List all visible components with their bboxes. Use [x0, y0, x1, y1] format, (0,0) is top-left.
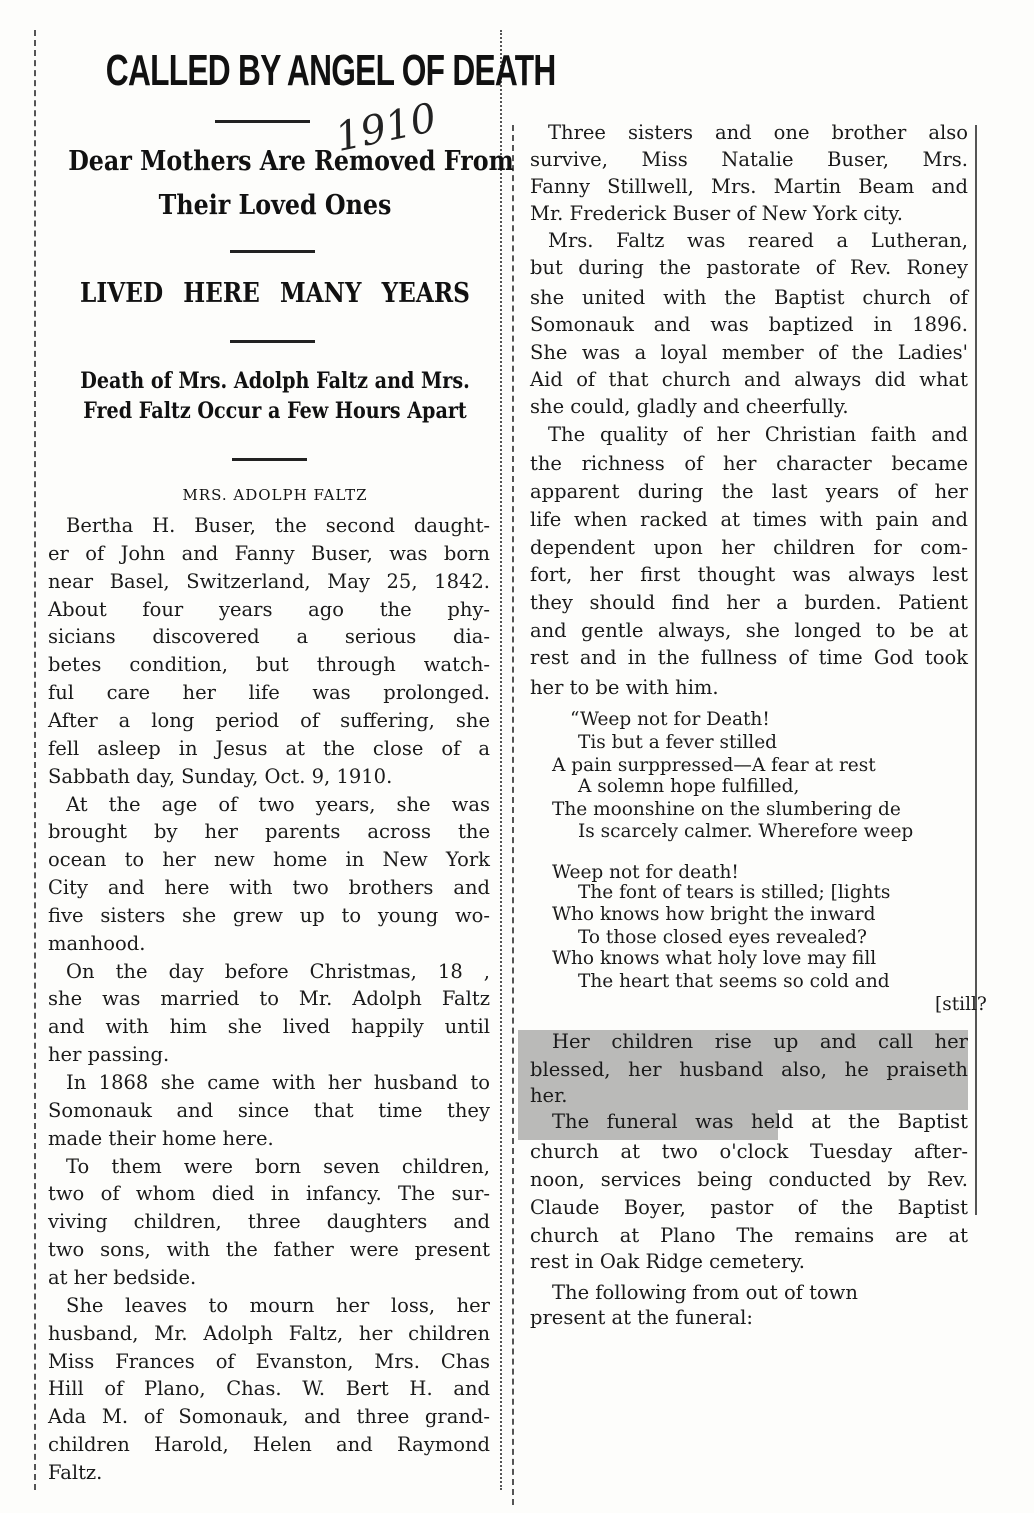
text-line: children Harold, Helen and Raymond	[48, 1433, 490, 1457]
text-line: the richness of her character became	[530, 452, 968, 475]
text-line: Sabbath day, Sunday, Oct. 9, 1910.	[48, 764, 393, 788]
text-line: she could, gladly and cheerfully.	[530, 395, 849, 418]
text-line: City and here with two brothers and	[48, 876, 490, 900]
divider-rule	[215, 120, 310, 123]
text-line: Bertha H. Buser, the second daught-	[66, 514, 490, 537]
text-line: present at the funeral:	[530, 1306, 753, 1329]
text-line: Claude Boyer, pastor of the Baptist	[530, 1196, 968, 1219]
text-line: at her bedside.	[48, 1265, 197, 1289]
text-line: betes condition, but through watch-	[48, 653, 490, 677]
text-line: Hill of Plano, Chas. W. Bert H. and	[48, 1377, 490, 1401]
clipping-edge-right	[975, 125, 977, 1215]
text-line: blessed, her husband also, he praiseth	[530, 1058, 968, 1081]
text-line: Faltz.	[48, 1460, 103, 1484]
column-divider	[500, 30, 502, 1490]
text-line: apparent during the last years of her	[530, 480, 968, 503]
text-line: ocean to her new home in New York	[48, 848, 490, 872]
text-line: made their home here.	[48, 1126, 274, 1150]
text-line: After a long period of suffering, she	[48, 708, 490, 732]
text-line: The funeral was held at the Baptist	[552, 1110, 968, 1133]
text-line: viving children, three daughters and	[48, 1210, 490, 1234]
divider-rule	[230, 250, 315, 253]
text-line: husband, Mr. Adolph Faltz, her children	[48, 1321, 490, 1345]
text-line: Who knows what holy love may fill	[552, 948, 877, 969]
text-line: noon, services being conducted by Rev.	[530, 1168, 968, 1191]
text-line: two sons, with the father were present	[48, 1238, 490, 1262]
text-line: Somonauk and since that time they	[48, 1098, 490, 1122]
text-line: survive, Miss Natalie Buser, Mrs.	[530, 148, 968, 171]
text-line: Somonauk and was baptized in 1896.	[530, 313, 968, 336]
text-line: they should find her a burden. Patient	[530, 591, 968, 614]
text-line: Fanny Stillwell, Mrs. Martin Beam and	[530, 175, 968, 198]
clipping-edge-right-column	[512, 125, 514, 1505]
divider-rule	[230, 340, 315, 343]
text-line: her to be with him.	[530, 676, 719, 699]
text-line: At the age of two years, she was	[66, 792, 490, 816]
text-line: Tis but a fever stilled	[578, 732, 778, 753]
deck-line: Fred Faltz Occur a Few Hours Apart	[83, 398, 467, 424]
text-line: near Basel, Switzerland, May 25, 1842.	[48, 569, 490, 593]
text-line: The quality of her Christian faith and	[548, 423, 968, 446]
text-line: life when racked at times with pain and	[530, 508, 968, 531]
text-line: Her children rise up and call her	[552, 1030, 968, 1053]
text-line: She was a loyal member of the Ladies'	[530, 341, 968, 364]
text-line: Who knows how bright the inward	[552, 904, 876, 925]
text-line: er of John and Fanny Buser, was born	[48, 541, 490, 565]
text-line: The moonshine on the slumbering de	[552, 799, 901, 820]
text-line: To them were born seven children,	[66, 1154, 490, 1178]
subhead: MRS. ADOLPH FALTZ	[182, 486, 368, 504]
text-line: two of whom died in infancy. The sur-	[48, 1182, 490, 1206]
text-line: her passing.	[48, 1043, 170, 1067]
text-line: Ada M. of Somonauk, and three grand-	[48, 1405, 490, 1429]
text-line: dependent upon her children for com-	[530, 536, 968, 559]
text-line: her.	[530, 1084, 568, 1107]
deck-line: Dear Mothers Are Removed From	[68, 146, 514, 177]
text-line: Is scarcely calmer. Wherefore weep	[578, 821, 914, 842]
text-line: Miss Frances of Evanston, Mrs. Chas	[48, 1349, 490, 1373]
handwritten-year: 1910	[331, 94, 441, 162]
deck-line: Death of Mrs. Adolph Faltz and Mrs.	[80, 368, 470, 394]
deck-line-lived-here: LIVED HERE MANY YEARS	[80, 278, 470, 309]
text-line: “Weep not for Death!	[570, 709, 770, 730]
text-line: she united with the Baptist church of	[530, 286, 968, 309]
text-line: To those closed eyes revealed?	[578, 927, 867, 948]
text-line: In 1868 she came with her husband to	[66, 1071, 490, 1094]
text-line: and gentle always, she longed to be at	[530, 619, 968, 642]
text-line: and with him she lived happily until	[48, 1015, 490, 1039]
text-line: manhood.	[48, 931, 146, 955]
text-line: rest and in the fullness of time God took	[530, 646, 968, 669]
text-line: sicians discovered a serious dia-	[48, 625, 490, 649]
text-line: [still?	[935, 994, 987, 1015]
text-line: five sisters she grew up to young wo-	[48, 903, 490, 927]
deck-line: Their Loved Ones	[158, 190, 392, 221]
text-line: The following from out of town	[552, 1281, 858, 1304]
text-line: The heart that seems so cold and	[578, 971, 890, 992]
divider-rule	[232, 458, 307, 461]
text-line: Mr. Frederick Buser of New York city.	[530, 202, 903, 225]
text-line: A solemn hope fulfilled,	[578, 776, 800, 797]
text-line: A pain surppressed—A fear at rest	[552, 755, 876, 776]
clipping-edge-left	[34, 30, 36, 1490]
text-line: She leaves to mourn her loss, her	[66, 1293, 490, 1317]
text-line: Aid of that church and always did what	[530, 368, 968, 391]
text-line: she was married to Mr. Adolph Faltz	[48, 987, 490, 1011]
text-line: Mrs. Faltz was reared a Lutheran,	[548, 229, 968, 252]
text-line: church at Plano The remains are at	[530, 1224, 968, 1247]
text-line: church at two o'clock Tuesday after-	[530, 1140, 968, 1163]
text-line: About four years ago the phy-	[48, 597, 490, 621]
text-line: ful care her life was prolonged.	[48, 681, 490, 705]
text-line: Three sisters and one brother also	[548, 121, 968, 144]
text-line: Weep not for death!	[552, 862, 739, 883]
headline-main: CALLED BY ANGEL OF DEATH	[105, 46, 556, 95]
text-line: The font of tears is stilled; [lights	[578, 882, 891, 903]
text-line: rest in Oak Ridge cemetery.	[530, 1250, 805, 1273]
text-line: brought by her parents across the	[48, 820, 490, 844]
text-line: fell asleep in Jesus at the close of a	[48, 736, 490, 760]
text-line: but during the pastorate of Rev. Roney	[530, 256, 968, 279]
text-line: fort, her first thought was always lest	[530, 563, 968, 586]
text-line: On the day before Christmas, 18 ,	[66, 959, 490, 983]
